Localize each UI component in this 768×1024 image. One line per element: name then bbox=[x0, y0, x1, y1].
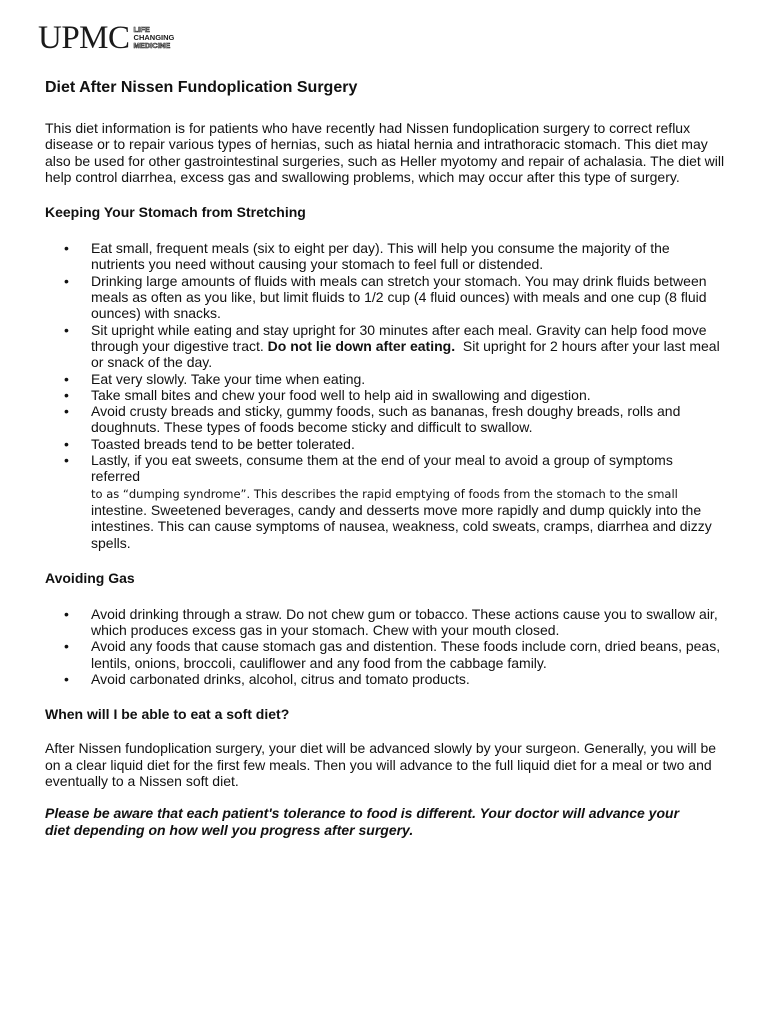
page-title: Diet After Nissen Fundoplication Surgery bbox=[45, 79, 358, 96]
sweets-line-1: Lastly, if you eat sweets, consume them at the end of your meal to avoid a group of symptoms referred bbox=[91, 452, 673, 485]
logo-tagline-line: LIFE bbox=[133, 25, 150, 34]
sweets-rest: intestine. Sweetened beverages, candy and desserts move more rapidly and dump quickly into the intestines. This can cause symptoms of nausea, weakness, cold sweats, cramps, diarrhea and dizzy spells. bbox=[91, 501, 712, 551]
list-item bbox=[45, 452, 725, 551]
list-item: • Take small bites and chew your food well to help aid in swallowing and digestion. bbox=[45, 387, 725, 403]
list-item: • Avoid crusty breads and sticky, gummy foods, such as bananas, fresh doughy breads, rolls and doughnuts. These types of foods become sticky and difficult to swallow. bbox=[45, 403, 725, 436]
stretching-list bbox=[45, 240, 725, 551]
section-heading-stretching: Keeping Your Stomach from Stretching bbox=[45, 204, 306, 221]
upright-warning: Do not lie down after eating. bbox=[267, 337, 456, 354]
upright-text-end: Sit upright for 2 hours after your last meal or snack of the day. bbox=[91, 337, 724, 371]
list-item: • Avoid drinking through a straw. Do not chew gum or tobacco. These actions cause you to swallow air, which produces excess gas in your stomach. Chew with your mouth closed. bbox=[45, 606, 725, 639]
logo-tagline-line: MEDICINE bbox=[133, 41, 171, 51]
upmc-logo bbox=[38, 20, 174, 56]
list-item: • Avoid any foods that cause stomach gas and distention. These foods include corn, dried beans, peas, lentils, onions, broccoli, cauliflower and any food from the cabbage family. bbox=[45, 638, 725, 671]
logo-tagline-line: CHANGING bbox=[133, 33, 175, 43]
list-item: • Eat very slowly. Take your time when eating. bbox=[45, 371, 725, 387]
section-heading-soft-diet: When will I be able to eat a soft diet? bbox=[45, 706, 290, 723]
upright-text: Sit upright while eating and stay upright for 30 minutes after each meal. Gravity can help food move through your digestive tract. bbox=[91, 321, 707, 354]
section-heading-gas: Avoiding Gas bbox=[45, 569, 135, 586]
list-item: • Drinking large amounts of fluids with meals can stretch your stomach. You may drink fluids between meals as often as you like, but limit fluids to 1/2 cup (4 fluid ounces) with meals and one cup (8 fluid ounces) with snacks. bbox=[45, 273, 725, 322]
tolerance-note: Please be aware that each patient's tolerance to food is different. Your doctor will advance your diet depending on how well you progress after surgery. bbox=[45, 805, 680, 838]
list-item: • Avoid carbonated drinks, alcohol, citrus and tomato products. bbox=[45, 671, 725, 687]
list-item bbox=[45, 322, 725, 371]
list-item: • Toasted breads tend to be better tolerated. bbox=[45, 436, 725, 452]
logo-wordmark: UPMC bbox=[38, 20, 130, 56]
logo-tagline bbox=[134, 26, 175, 51]
gas-list bbox=[45, 606, 725, 687]
intro-paragraph: This diet information is for patients who have recently had Nissen fundoplication surgery to correct reflux disease or to repair various types of hernias, such as hiatal hernia and intrathoracic stomach. This diet may also be used for other gastrointestinal surgeries, such as Heller myotomy and repair of achalasia. The diet will help control diarrhea, excess gas and swallowing problems, which may occur after this type of surgery. bbox=[45, 120, 725, 185]
sweets-line-2: to as “dumping syndrome”. This describes the rapid emptying of foods from the stomach to the small bbox=[91, 486, 678, 501]
document-body bbox=[45, 78, 725, 838]
list-item: • Eat small, frequent meals (six to eight per day). This will help you consume the majority of the nutrients you need without causing your stomach to feel full or distended. bbox=[45, 240, 725, 273]
soft-diet-paragraph: After Nissen fundoplication surgery, your diet will be advanced slowly by your surgeon. Generally, you will be on a clear liquid diet for the first few meals. Then you will advance to the full liquid diet for a meal or two and eventually to a Nissen soft diet. bbox=[45, 740, 717, 789]
